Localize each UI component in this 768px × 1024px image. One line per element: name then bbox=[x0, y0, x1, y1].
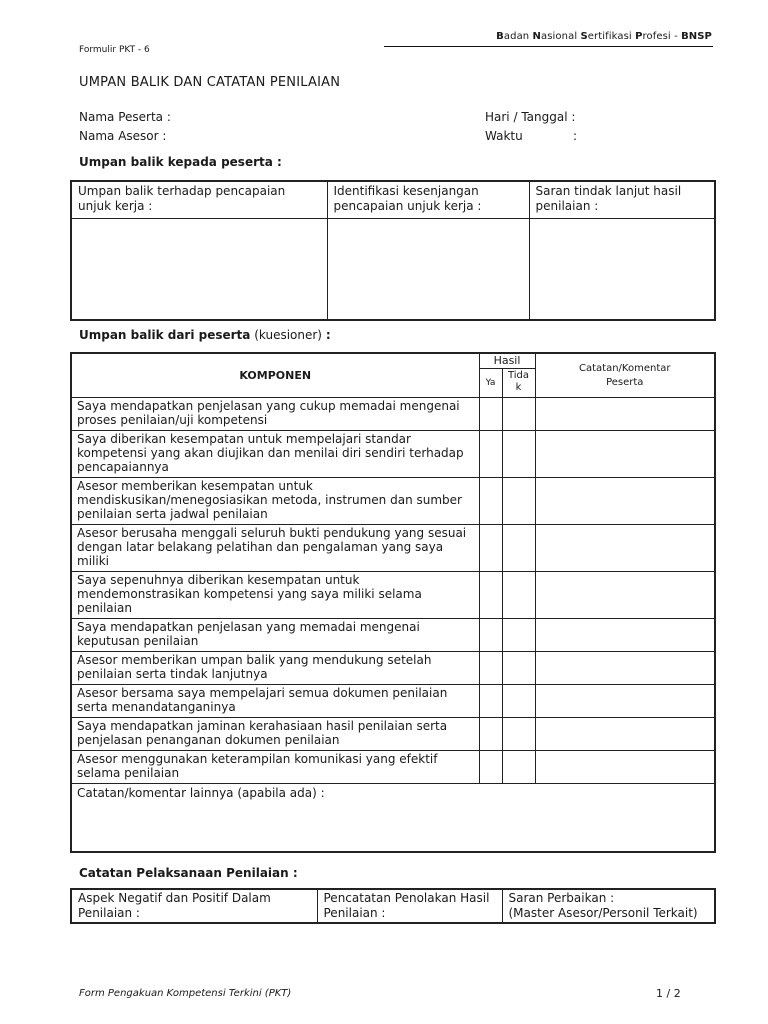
ya-checkbox[interactable] bbox=[479, 525, 502, 572]
ya-checkbox[interactable] bbox=[479, 718, 502, 751]
col-saran: Saran tindak lanjut hasil penilaian : bbox=[529, 181, 715, 218]
section-catatan-pelaksanaan: Catatan Pelaksanaan Penilaian : bbox=[79, 866, 298, 880]
assessment-notes-table bbox=[70, 888, 716, 924]
tidak-checkbox[interactable] bbox=[502, 751, 535, 784]
question-text: Saya mendapatkan penjelasan yang cukup memadai mengenai proses penilaian/uji kompetensi bbox=[71, 398, 479, 431]
tidak-header: Tidak bbox=[502, 369, 535, 398]
question-text: Saya sepenuhnya diberikan kesempatan untuk mendemonstrasikan kompetensi yang saya miliki selama penilaian bbox=[71, 572, 479, 619]
comment-cell[interactable] bbox=[535, 718, 715, 751]
header-divider bbox=[384, 46, 713, 47]
ya-checkbox[interactable] bbox=[479, 572, 502, 619]
tidak-checkbox[interactable] bbox=[502, 398, 535, 431]
question-text: Asesor bersama saya mempelajari semua dokumen penilaian serta menandatanganinya bbox=[71, 685, 479, 718]
tidak-checkbox[interactable] bbox=[502, 478, 535, 525]
saran-input-cell[interactable] bbox=[529, 218, 715, 320]
section-umpan-balik-kepada-peserta: Umpan balik kepada peserta : bbox=[79, 155, 282, 169]
comment-cell[interactable] bbox=[535, 525, 715, 572]
question-text: Asesor berusaha menggali seluruh bukti pendukung yang sesuai dengan latar belakang pelatihan dan pengalaman yang saya miliki bbox=[71, 525, 479, 572]
identifikasi-input-cell[interactable] bbox=[327, 218, 529, 320]
ya-checkbox[interactable] bbox=[479, 751, 502, 784]
form-code: Formulir PKT - 6 bbox=[79, 45, 150, 55]
hasil-header: Hasil bbox=[479, 353, 535, 369]
waktu-field[interactable]: Waktu : bbox=[485, 129, 578, 143]
comment-cell[interactable] bbox=[535, 398, 715, 431]
table-row bbox=[71, 572, 715, 619]
saran-perbaikan-field[interactable]: Saran Perbaikan : (Master Asesor/Personil Terkait) bbox=[502, 889, 715, 923]
table-row bbox=[71, 619, 715, 652]
catatan-header: Catatan/Komentar Peserta bbox=[535, 353, 715, 398]
hari-tanggal-field[interactable]: Hari / Tanggal : bbox=[485, 110, 576, 124]
tidak-checkbox[interactable] bbox=[502, 652, 535, 685]
section-umpan-balik-dari-peserta: Umpan balik dari peserta (kuesioner) : bbox=[79, 328, 331, 342]
comment-cell[interactable] bbox=[535, 572, 715, 619]
ya-header: Ya bbox=[479, 369, 502, 398]
page-number: 1 / 2 bbox=[656, 987, 681, 1000]
aspek-negatif-positif-field[interactable]: Aspek Negatif dan Positif Dalam Penilaian : bbox=[71, 889, 317, 923]
ya-checkbox[interactable] bbox=[479, 478, 502, 525]
tidak-checkbox[interactable] bbox=[502, 619, 535, 652]
question-text: Saya mendapatkan jaminan kerahasiaan hasil penilaian serta penjelasan penanganan dokumen penilaian bbox=[71, 718, 479, 751]
table-row bbox=[71, 431, 715, 478]
feedback-to-participant-table bbox=[70, 180, 716, 321]
question-text: Asesor menggunakan keterampilan komunikasi yang efektif selama penilaian bbox=[71, 751, 479, 784]
table-row bbox=[71, 718, 715, 751]
comment-cell[interactable] bbox=[535, 431, 715, 478]
tidak-checkbox[interactable] bbox=[502, 572, 535, 619]
tidak-checkbox[interactable] bbox=[502, 685, 535, 718]
table-row bbox=[71, 525, 715, 572]
tidak-checkbox[interactable] bbox=[502, 431, 535, 478]
col-identifikasi: Identifikasi kesenjangan pencapaian unjuk kerja : bbox=[327, 181, 529, 218]
page-title: UMPAN BALIK DAN CATATAN PENILAIAN bbox=[79, 75, 341, 90]
other-comments-field[interactable]: Catatan/komentar lainnya (apabila ada) : bbox=[71, 784, 715, 852]
komponen-header: KOMPONEN bbox=[71, 353, 479, 398]
tidak-checkbox[interactable] bbox=[502, 525, 535, 572]
ya-checkbox[interactable] bbox=[479, 652, 502, 685]
nama-asesor-field[interactable]: Nama Asesor : bbox=[79, 129, 167, 143]
nama-peserta-field[interactable]: Nama Peserta : bbox=[79, 110, 171, 124]
questionnaire-table bbox=[70, 352, 716, 853]
comment-cell[interactable] bbox=[535, 685, 715, 718]
tidak-checkbox[interactable] bbox=[502, 718, 535, 751]
table-row bbox=[71, 751, 715, 784]
footer-form-name: Form Pengakuan Kompetensi Terkini (PKT) bbox=[79, 988, 292, 999]
table-row bbox=[71, 685, 715, 718]
pencatatan-penolakan-field[interactable]: Pencatatan Penolakan Hasil Penilaian : bbox=[317, 889, 502, 923]
organization-name: Badan Nasional Sertifikasi Profesi - BNSP bbox=[496, 31, 712, 42]
umpan-balik-input-cell[interactable] bbox=[71, 218, 327, 320]
ya-checkbox[interactable] bbox=[479, 619, 502, 652]
table-row bbox=[71, 398, 715, 431]
question-text: Asesor memberikan kesempatan untuk mendiskusikan/menegosiasikan metoda, instrumen dan sumber penilaian serta jadwal penilaian bbox=[71, 478, 479, 525]
table-row bbox=[71, 478, 715, 525]
ya-checkbox[interactable] bbox=[479, 398, 502, 431]
question-text: Saya diberikan kesempatan untuk mempelajari standar kompetensi yang akan diujikan dan menilai diri sendiri terhadap pencapaiannya bbox=[71, 431, 479, 478]
ya-checkbox[interactable] bbox=[479, 685, 502, 718]
question-text: Asesor memberikan umpan balik yang mendukung setelah penilaian serta tindak lanjutnya bbox=[71, 652, 479, 685]
ya-checkbox[interactable] bbox=[479, 431, 502, 478]
comment-cell[interactable] bbox=[535, 652, 715, 685]
table-row bbox=[71, 652, 715, 685]
question-text: Saya mendapatkan penjelasan yang memadai mengenai keputusan penilaian bbox=[71, 619, 479, 652]
comment-cell[interactable] bbox=[535, 619, 715, 652]
comment-cell[interactable] bbox=[535, 478, 715, 525]
col-umpan-balik: Umpan balik terhadap pencapaian unjuk kerja : bbox=[71, 181, 327, 218]
comment-cell[interactable] bbox=[535, 751, 715, 784]
